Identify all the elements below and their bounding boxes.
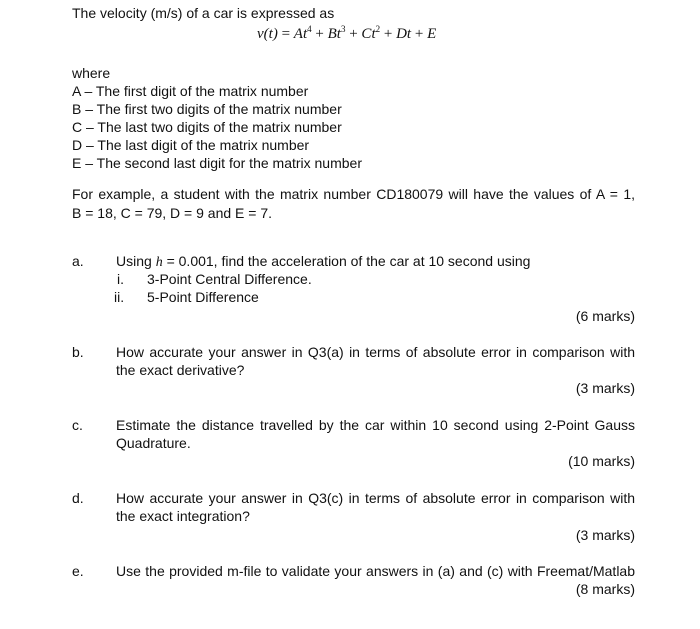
question-a-text xyxy=(116,253,530,271)
term-op: + xyxy=(414,26,424,42)
definition-c: C – The last two digits of the matrix number xyxy=(72,119,342,135)
question-b-line-1: How accurate your answer in Q3(a) in terms of absolute error in comparison with xyxy=(116,344,635,360)
term-var: t xyxy=(336,26,341,42)
term-op: + xyxy=(349,26,358,42)
question-a-text-pre: Using xyxy=(116,253,156,269)
question-c-label: c. xyxy=(72,417,83,433)
question-b-label: b. xyxy=(72,344,84,360)
sub-item-num: i. xyxy=(117,271,124,287)
question-e-label: e. xyxy=(72,563,84,579)
term-exp: 2 xyxy=(375,24,381,34)
example-line-2: B = 18, C = 79, D = 9 and E = 7. xyxy=(72,205,273,221)
sub-item-text: 3-Point Central Difference. xyxy=(147,271,312,287)
term-exp: 3 xyxy=(340,24,346,34)
question-d-marks: (3 marks) xyxy=(575,527,635,543)
term-var: t xyxy=(302,26,308,42)
question-c-line-2: Quadrature. xyxy=(116,435,191,451)
question-e-marks: (8 marks) xyxy=(575,581,635,597)
question-a-text-post: = 0.001, find the acceleration of the car at 10 second using xyxy=(162,253,531,269)
definition-b: B – The first two digits of the matrix number xyxy=(72,101,342,117)
question-e-line-1: Use the provided m-file to validate your answers in (a) and (c) with Freemat/Matlab xyxy=(116,563,635,579)
term-var: t xyxy=(406,26,412,42)
sub-item-text: 5-Point Difference xyxy=(147,289,259,305)
question-b-line-2: the exact derivative? xyxy=(116,362,245,378)
term-coef: E xyxy=(427,26,437,42)
question-c-line-1: Estimate the distance travelled by the car within 10 second using 2-Point Gauss xyxy=(116,417,635,433)
definition-d: D – The last digit of the matrix number xyxy=(72,137,310,153)
intro-text: The velocity (m/s) of a car is expressed as xyxy=(72,5,335,21)
h-symbol: h xyxy=(155,255,163,270)
term-coef: C xyxy=(361,26,372,42)
velocity-equation xyxy=(257,24,436,43)
definition-e: E – The second last digit for the matrix number xyxy=(72,155,362,171)
question-a-label: a. xyxy=(72,253,84,269)
term-var: t xyxy=(371,26,376,42)
question-d-line-1: How accurate your answer in Q3(c) in terms of absolute error in comparison with xyxy=(116,490,635,506)
term-exp: 4 xyxy=(307,24,312,34)
definition-a: A – The first digit of the matrix number xyxy=(72,83,309,99)
equation-lhs: v(t) xyxy=(257,26,278,42)
question-d-line-2: the exact integration? xyxy=(116,508,250,524)
example-line-1: For example, a student with the matrix number CD180079 will have the values of A = 1, xyxy=(72,186,635,202)
where-label: where xyxy=(72,65,111,81)
question-a-marks: (6 marks) xyxy=(575,308,635,324)
question-d-label: d. xyxy=(72,490,84,506)
question-b-marks: (3 marks) xyxy=(575,380,635,396)
term-op: + xyxy=(315,26,324,42)
term-coef: D xyxy=(396,26,407,42)
term-op: + xyxy=(383,26,393,42)
question-c-marks: (10 marks) xyxy=(568,453,635,469)
term-coef: B xyxy=(327,26,337,42)
sub-item-num: ii. xyxy=(114,289,125,305)
equation-equals: = xyxy=(281,26,291,42)
term-coef: A xyxy=(293,26,303,42)
